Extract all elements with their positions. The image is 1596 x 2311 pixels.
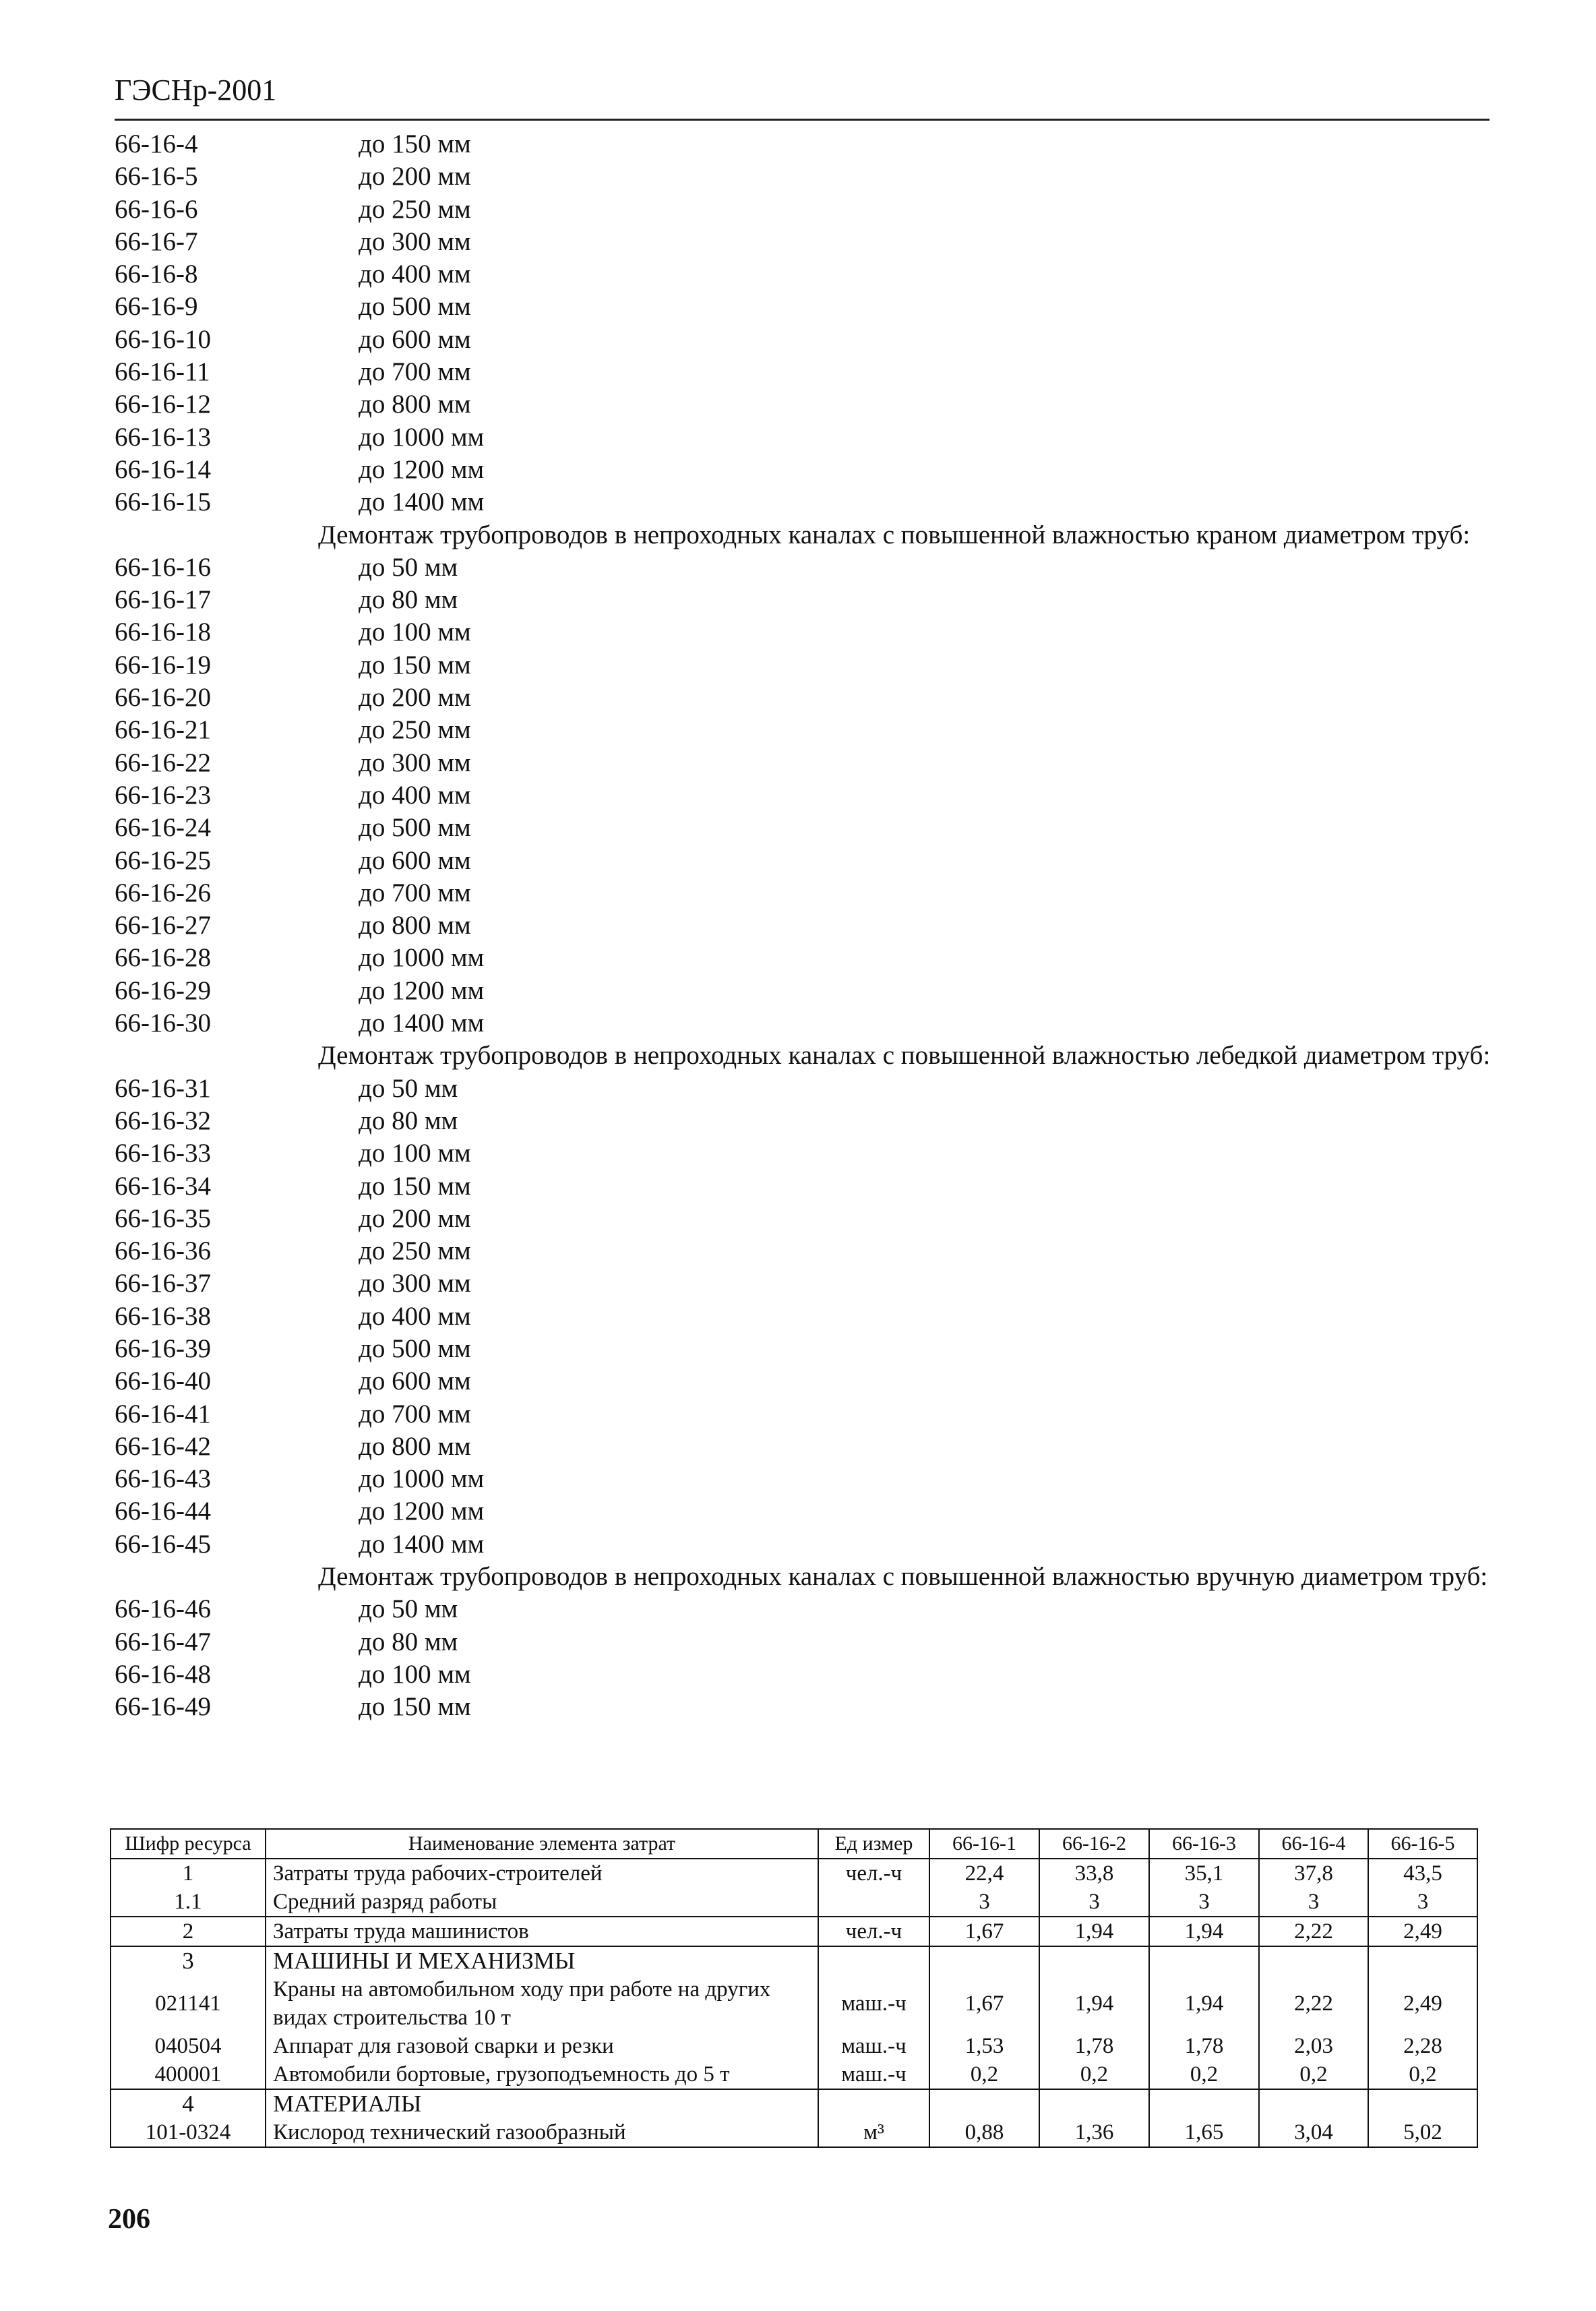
diameter-label: до 80 мм <box>359 1106 458 1135</box>
code-label: 66-16-38 <box>115 1301 211 1331</box>
code-row <box>115 356 1496 388</box>
table-row <box>111 1859 1477 1888</box>
section-heading: Демонтаж трубопроводов в непроходных каналах с повышенной влажностью лебедкой диаметром труб: <box>318 1041 1491 1071</box>
code-row <box>115 714 1496 746</box>
code-row <box>115 1398 1496 1431</box>
column-header: Наименование элемента затрат <box>266 1829 818 1859</box>
code-listing <box>115 128 1496 1724</box>
resource-name: Затраты труда рабочих-строителей <box>266 1859 818 1888</box>
unit-cell <box>818 2089 929 2118</box>
value-cell: 37,8 <box>1259 1859 1368 1888</box>
value-cell: 33,8 <box>1039 1859 1149 1888</box>
code-row <box>115 1203 1496 1235</box>
code-row <box>115 779 1496 812</box>
value-cell: 2,22 <box>1259 1975 1368 2032</box>
diameter-label: до 400 мм <box>359 780 471 810</box>
code-row <box>115 584 1496 616</box>
diameter-label: до 1000 мм <box>359 422 485 452</box>
value-cell: 0,2 <box>1259 2060 1368 2089</box>
value-cell: 43,5 <box>1368 1859 1477 1888</box>
diameter-label: до 700 мм <box>359 357 471 387</box>
unit-cell <box>818 1888 929 1917</box>
column-header: 66-16-2 <box>1039 1829 1149 1859</box>
value-cell: 1,94 <box>1039 1917 1149 1946</box>
code-row <box>115 486 1496 518</box>
code-label: 66-16-35 <box>115 1203 211 1233</box>
code-label: 66-16-6 <box>115 194 198 224</box>
table-row <box>111 2089 1477 2118</box>
resource-name: МАТЕРИАЛЫ <box>266 2089 818 2118</box>
code-label: 66-16-32 <box>115 1106 211 1135</box>
value-cell: 2,22 <box>1259 1917 1368 1946</box>
value-cell: 5,02 <box>1368 2118 1477 2147</box>
resource-code: 4 <box>111 2089 266 2118</box>
diameter-label: до 200 мм <box>359 683 471 713</box>
diameter-label: до 100 мм <box>359 1659 471 1689</box>
diameter-label: до 150 мм <box>359 129 471 158</box>
resource-name: Кислород технический газообразный <box>266 2118 818 2147</box>
code-row <box>115 1137 1496 1170</box>
value-cell: 1,94 <box>1149 1917 1259 1946</box>
code-row <box>115 454 1496 486</box>
code-row <box>115 193 1496 226</box>
diameter-label: до 250 мм <box>359 1236 471 1266</box>
code-row <box>115 1658 1496 1691</box>
table-row <box>111 2118 1477 2147</box>
code-row <box>115 226 1496 258</box>
code-label: 66-16-22 <box>115 748 211 777</box>
column-header: Шифр ресурса <box>111 1829 266 1859</box>
code-label: 66-16-41 <box>115 1399 211 1429</box>
code-label: 66-16-49 <box>115 1692 211 1722</box>
unit-cell: маш.-ч <box>818 2032 929 2060</box>
value-cell: 1,78 <box>1149 2032 1259 2060</box>
value-cell: 2,03 <box>1259 2032 1368 2060</box>
table-row <box>111 1946 1477 1975</box>
value-cell: 2,49 <box>1368 1975 1477 2032</box>
diameter-label: до 1000 мм <box>359 1464 485 1494</box>
code-row <box>115 1170 1496 1203</box>
code-label: 66-16-44 <box>115 1497 211 1526</box>
value-cell: 3 <box>1039 1888 1149 1917</box>
code-label: 66-16-12 <box>115 390 211 419</box>
code-row <box>115 845 1496 877</box>
code-label: 66-16-37 <box>115 1269 211 1298</box>
diameter-label: до 600 мм <box>359 324 471 354</box>
value-cell <box>1368 2089 1477 2118</box>
diameter-label: до 800 мм <box>359 1431 471 1461</box>
code-row <box>115 1300 1496 1333</box>
value-cell <box>1368 1946 1477 1975</box>
code-label: 66-16-11 <box>115 357 210 387</box>
diameter-label: до 600 мм <box>359 845 471 875</box>
code-row <box>115 682 1496 714</box>
value-cell: 22,4 <box>929 1859 1039 1888</box>
resource-name: Автомобили бортовые, грузоподъемность до 5 т <box>266 2060 818 2089</box>
code-label: 66-16-29 <box>115 976 211 1005</box>
unit-cell: маш.-ч <box>818 2060 929 2089</box>
value-cell: 1,67 <box>929 1917 1039 1946</box>
code-row <box>115 1333 1496 1365</box>
code-row <box>115 1691 1496 1723</box>
diameter-label: до 1200 мм <box>359 976 485 1005</box>
diameter-label: до 800 мм <box>359 911 471 940</box>
diameter-label: до 400 мм <box>359 1301 471 1331</box>
diameter-label: до 700 мм <box>359 1399 471 1429</box>
code-label: 66-16-19 <box>115 650 211 680</box>
diameter-label: до 600 мм <box>359 1367 471 1396</box>
value-cell: 0,2 <box>1039 2060 1149 2089</box>
diameter-label: до 250 мм <box>359 715 471 745</box>
diameter-label: до 150 мм <box>359 1692 471 1722</box>
code-label: 66-16-46 <box>115 1594 211 1624</box>
code-row <box>115 812 1496 844</box>
diameter-label: до 500 мм <box>359 813 471 843</box>
value-cell: 3 <box>1259 1888 1368 1917</box>
page-number: 206 <box>108 2204 150 2235</box>
resource-name: Краны на автомобильном ходу при работе на других видах строительства 10 т <box>266 1975 818 2032</box>
code-label: 66-16-39 <box>115 1333 211 1363</box>
value-cell: 0,2 <box>929 2060 1039 2089</box>
code-label: 66-16-40 <box>115 1367 211 1396</box>
code-label: 66-16-45 <box>115 1529 211 1559</box>
code-row <box>115 649 1496 682</box>
value-cell <box>1149 1946 1259 1975</box>
diameter-label: до 1400 мм <box>359 487 485 517</box>
column-header: 66-16-1 <box>929 1829 1039 1859</box>
table-row <box>111 2032 1477 2060</box>
diameter-label: до 700 мм <box>359 878 471 907</box>
diameter-label: до 800 мм <box>359 390 471 419</box>
resource-name: Средний разряд работы <box>266 1888 818 1917</box>
code-label: 66-16-33 <box>115 1139 211 1168</box>
code-label: 66-16-24 <box>115 813 211 843</box>
code-row <box>115 291 1496 323</box>
section-heading: Демонтаж трубопроводов в непроходных каналах с повышенной влажностью краном диаметром труб: <box>318 520 1471 549</box>
code-row <box>115 1105 1496 1137</box>
code-label: 66-16-31 <box>115 1073 211 1103</box>
code-label: 66-16-20 <box>115 683 211 713</box>
code-label: 66-16-47 <box>115 1627 211 1656</box>
value-cell: 35,1 <box>1149 1859 1259 1888</box>
value-cell: 3 <box>1149 1888 1259 1917</box>
code-row <box>115 1528 1496 1561</box>
diameter-label: до 50 мм <box>359 552 458 582</box>
code-row <box>115 1495 1496 1528</box>
value-cell <box>929 1946 1039 1975</box>
value-cell: 3,04 <box>1259 2118 1368 2147</box>
diameter-label: до 100 мм <box>359 618 471 647</box>
code-row <box>115 909 1496 942</box>
diameter-label: до 200 мм <box>359 162 471 191</box>
code-label: 66-16-36 <box>115 1236 211 1266</box>
diameter-label: до 1400 мм <box>359 1529 485 1559</box>
value-cell: 0,2 <box>1368 2060 1477 2089</box>
table-row <box>111 2060 1477 2089</box>
resource-code: 2 <box>111 1917 266 1946</box>
unit-cell: маш.-ч <box>818 1975 929 2032</box>
resource-name: Аппарат для газовой сварки и резки <box>266 2032 818 2060</box>
column-header: Ед измер <box>818 1829 929 1859</box>
unit-cell: чел.-ч <box>818 1859 929 1888</box>
diameter-label: до 200 мм <box>359 1203 471 1233</box>
code-row <box>115 1267 1496 1300</box>
code-label: 66-16-26 <box>115 878 211 907</box>
code-label: 66-16-14 <box>115 454 211 484</box>
code-label: 66-16-21 <box>115 715 211 745</box>
code-row <box>115 1626 1496 1658</box>
unit-cell: м³ <box>818 2118 929 2147</box>
resource-name: Затраты труда машинистов <box>266 1917 818 1946</box>
code-label: 66-16-13 <box>115 422 211 452</box>
diameter-label: до 300 мм <box>359 227 471 256</box>
unit-cell: чел.-ч <box>818 1917 929 1946</box>
code-label: 66-16-48 <box>115 1659 211 1689</box>
resource-code: 021141 <box>111 1975 266 2032</box>
value-cell <box>1039 1946 1149 1975</box>
diameter-label: до 80 мм <box>359 1627 458 1656</box>
code-row <box>115 1365 1496 1398</box>
code-label: 66-16-9 <box>115 292 198 322</box>
diameter-label: до 50 мм <box>359 1594 458 1624</box>
resource-code: 1.1 <box>111 1888 266 1917</box>
value-cell <box>1149 2089 1259 2118</box>
diameter-label: до 1000 мм <box>359 943 485 973</box>
header-rule <box>115 119 1490 121</box>
code-label: 66-16-30 <box>115 1009 211 1038</box>
value-cell: 1,53 <box>929 2032 1039 2060</box>
code-row <box>115 877 1496 909</box>
code-label: 66-16-17 <box>115 585 211 615</box>
value-cell: 2,49 <box>1368 1917 1477 1946</box>
code-row <box>115 1431 1496 1463</box>
column-header: 66-16-5 <box>1368 1829 1477 1859</box>
code-label: 66-16-8 <box>115 260 198 289</box>
value-cell: 0,2 <box>1149 2060 1259 2089</box>
value-cell <box>929 2089 1039 2118</box>
code-row <box>115 160 1496 193</box>
value-cell: 1,78 <box>1039 2032 1149 2060</box>
value-cell: 1,67 <box>929 1975 1039 2032</box>
unit-cell <box>818 1946 929 1975</box>
value-cell <box>1259 1946 1368 1975</box>
value-cell <box>1039 2089 1149 2118</box>
code-row <box>115 388 1496 421</box>
diameter-label: до 400 мм <box>359 260 471 289</box>
diameter-label: до 150 мм <box>359 1171 471 1201</box>
code-row <box>115 1073 1496 1105</box>
code-row <box>115 975 1496 1007</box>
code-label: 66-16-43 <box>115 1464 211 1494</box>
column-header: 66-16-3 <box>1149 1829 1259 1859</box>
table-row <box>111 1888 1477 1917</box>
value-cell: 2,28 <box>1368 2032 1477 2060</box>
code-label: 66-16-7 <box>115 227 198 256</box>
value-cell <box>1259 2089 1368 2118</box>
code-label: 66-16-15 <box>115 487 211 517</box>
code-label: 66-16-4 <box>115 129 198 158</box>
resource-code: 400001 <box>111 2060 266 2089</box>
diameter-label: до 150 мм <box>359 650 471 680</box>
diameter-label: до 50 мм <box>359 1073 458 1103</box>
value-cell: 1,65 <box>1149 2118 1259 2147</box>
table-row <box>111 1917 1477 1946</box>
code-row <box>115 942 1496 974</box>
code-label: 66-16-16 <box>115 552 211 582</box>
diameter-label: до 300 мм <box>359 1269 471 1298</box>
diameter-label: до 100 мм <box>359 1139 471 1168</box>
code-label: 66-16-25 <box>115 845 211 875</box>
value-cell: 0,88 <box>929 2118 1039 2147</box>
value-cell: 1,94 <box>1039 1975 1149 2032</box>
resource-code: 101-0324 <box>111 2118 266 2147</box>
diameter-label: до 1200 мм <box>359 1497 485 1526</box>
value-cell: 3 <box>929 1888 1039 1917</box>
value-cell: 3 <box>1368 1888 1477 1917</box>
code-row <box>115 1593 1496 1625</box>
diameter-label: до 500 мм <box>359 1333 471 1363</box>
value-cell: 1,94 <box>1149 1975 1259 2032</box>
resource-code: 040504 <box>111 2032 266 2060</box>
code-row <box>115 1235 1496 1267</box>
code-row <box>115 421 1496 454</box>
code-label: 66-16-28 <box>115 943 211 973</box>
diameter-label: до 500 мм <box>359 292 471 322</box>
code-row <box>115 258 1496 291</box>
resource-code: 3 <box>111 1946 266 1975</box>
code-label: 66-16-10 <box>115 324 211 354</box>
section-heading: Демонтаж трубопроводов в непроходных каналах с повышенной влажностью вручную диаметром труб: <box>318 1562 1488 1592</box>
diameter-label: до 80 мм <box>359 585 458 615</box>
resource-name: МАШИНЫ И МЕХАНИЗМЫ <box>266 1946 818 1975</box>
table-row <box>111 1975 1477 2032</box>
document-header: ГЭСНр-2001 <box>115 73 277 107</box>
code-label: 66-16-5 <box>115 162 198 191</box>
code-row <box>115 1463 1496 1495</box>
code-row <box>115 324 1496 356</box>
code-label: 66-16-27 <box>115 911 211 940</box>
code-label: 66-16-34 <box>115 1171 211 1201</box>
code-label: 66-16-23 <box>115 780 211 810</box>
resource-code: 1 <box>111 1859 266 1888</box>
code-row <box>115 1007 1496 1040</box>
code-row <box>115 747 1496 779</box>
code-row <box>115 128 1496 160</box>
diameter-label: до 250 мм <box>359 194 471 224</box>
value-cell: 1,36 <box>1039 2118 1149 2147</box>
diameter-label: до 300 мм <box>359 748 471 777</box>
diameter-label: до 1400 мм <box>359 1009 485 1038</box>
code-row <box>115 551 1496 584</box>
code-label: 66-16-18 <box>115 618 211 647</box>
code-label: 66-16-42 <box>115 1431 211 1461</box>
table-header-row <box>111 1829 1477 1859</box>
diameter-label: до 1200 мм <box>359 454 485 484</box>
column-header: 66-16-4 <box>1259 1829 1368 1859</box>
code-row <box>115 616 1496 649</box>
resource-table <box>110 1828 1478 2148</box>
